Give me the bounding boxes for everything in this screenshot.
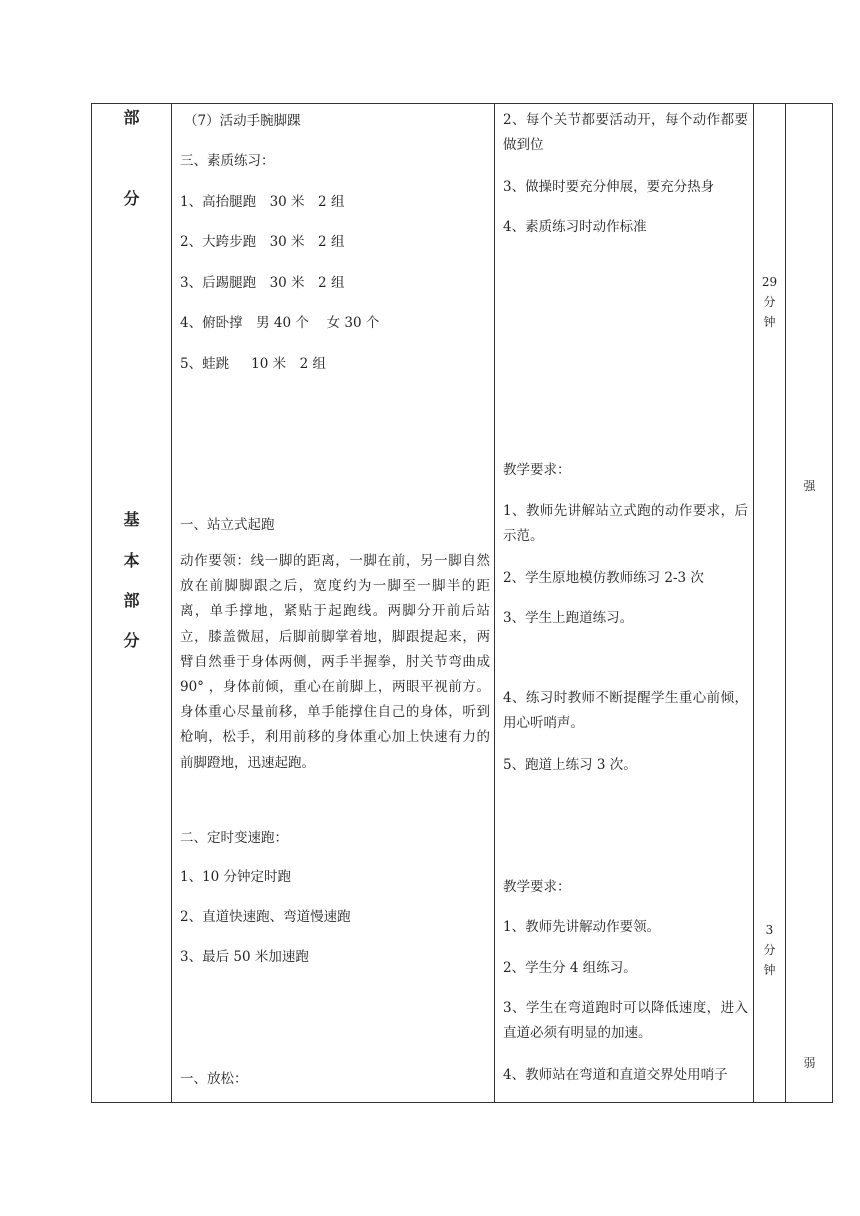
section-char: 分 xyxy=(123,631,140,650)
requirements-column xyxy=(495,103,753,1103)
section-char: 分 xyxy=(123,189,140,208)
time-column xyxy=(754,103,785,1103)
requirement-heading: 教学要求： xyxy=(503,462,571,478)
content-line: 1、10 分钟定时跑 xyxy=(180,869,292,885)
content-heading: 三、素质练习： xyxy=(180,153,275,169)
time-unit: 分 xyxy=(763,943,776,957)
section-char: 本 xyxy=(123,551,140,570)
section-char: 基 xyxy=(123,510,140,529)
content-line: 2、大跨步跑 30 米 2 组 xyxy=(180,234,345,250)
content-paragraph: 动作要领：线一脚的距离，一脚在前，另一脚自然放在前脚脚跟之后，宽度约为一脚至一脚半的距离，单手撑地，紧贴于起跑线。两脚分开前后站立，膝盖微屈，后脚前脚掌着地，脚跟提起来，两臂自然垂于身体两侧，两手半握拳，肘关节弯曲成 90° ，身体前倾，重心在前脚上，两眼平视前方。 身体重心尽量前移，单手能撑住自己的身体，听到枪响，松手，利用前移的身体重心加上快速有力的前脚蹬地，迅速起跑。 xyxy=(180,553,490,771)
content-line: 3、最后 50 米加速跑 xyxy=(180,949,309,965)
content-line: 2、直道快速跑、弯道慢速跑 xyxy=(180,909,351,925)
requirement-item: 4、素质练习时动作标准 xyxy=(503,219,647,235)
requirement-item: 2、学生分 4 组练习。 xyxy=(503,960,637,976)
requirement-item: 2、每个关节都要活动开，每个动作都要做到位 xyxy=(503,112,748,153)
time-unit: 钟 xyxy=(763,315,776,329)
requirement-item: 3、做操时要充分伸展，要充分热身 xyxy=(503,179,715,195)
content-line: （7）活动手腕脚踝 xyxy=(184,113,301,129)
section-column xyxy=(92,103,171,1103)
intensity-label: 弱 xyxy=(803,1056,816,1070)
section-char: 部 xyxy=(123,591,140,610)
content-line: 3、后踢腿跑 30 米 2 组 xyxy=(180,275,345,291)
content-heading: 一、放松： xyxy=(180,1071,248,1087)
time-value: 29 xyxy=(761,275,778,289)
requirement-item: 1、教师先讲解站立式跑的动作要求，后示范。 xyxy=(503,503,748,544)
time-value: 3 xyxy=(765,923,774,937)
requirement-item: 4、教师站在弯道和直道交界处用哨子 xyxy=(503,1067,728,1083)
content-heading: 一、站立式起跑 xyxy=(180,517,275,533)
content-line: 1、高抬腿跑 30 米 2 组 xyxy=(180,194,345,210)
content-heading: 二、定时变速跑： xyxy=(180,830,288,846)
requirement-item: 2、学生原地模仿教师练习 2-3 次 xyxy=(503,570,704,586)
content-column xyxy=(172,103,494,1103)
intensity-column xyxy=(786,103,833,1103)
requirement-item: 4、练习时教师不断提醒学生重心前倾，用心听哨声。 xyxy=(503,690,748,731)
requirement-item: 3、学生上跑道练习。 xyxy=(503,610,634,626)
requirement-item: 5、跑道上练习 3 次。 xyxy=(503,757,637,773)
time-unit: 分 xyxy=(763,295,776,309)
section-char: 部 xyxy=(123,108,140,127)
content-line: 5、蛙跳 10 米 2 组 xyxy=(180,356,327,372)
requirement-heading: 教学要求： xyxy=(503,879,571,895)
requirement-item: 3、学生在弯道跑时可以降低速度，进入直道必须有明显的加速。 xyxy=(503,1000,748,1041)
content-line: 4、俯卧撑 男 40 个 女 30 个 xyxy=(180,315,380,331)
requirement-item: 1、教师先讲解动作要领。 xyxy=(503,919,661,935)
intensity-label: 强 xyxy=(803,479,816,493)
time-unit: 钟 xyxy=(763,963,776,977)
